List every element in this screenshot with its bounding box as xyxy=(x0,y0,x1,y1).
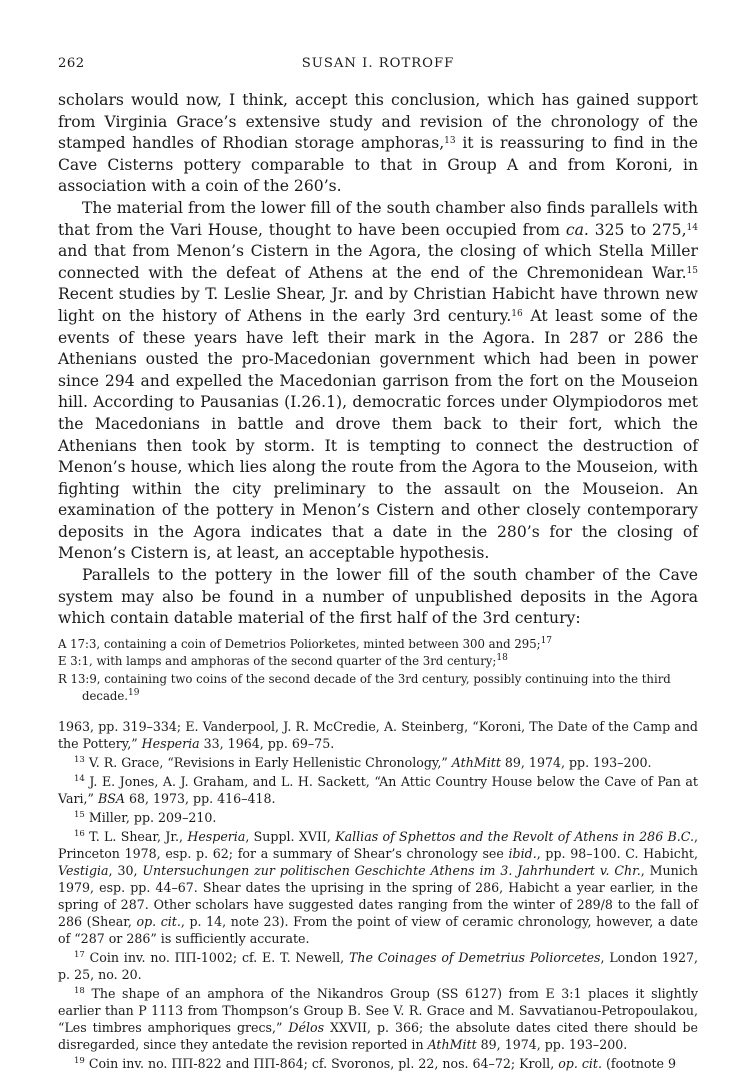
page-header xyxy=(58,56,698,78)
footnote-ref-18[interactable]: 18 xyxy=(496,653,508,664)
list-item: A 17:3, containing a coin of Demetrios Poliorketes, minted between 300 and 295;$^{17}$ xyxy=(58,635,553,651)
footnote-16: $^{16}$ T. L. Shear, Jr., Hesperia, Suppl. XVII, Kallias of Sphettos and the Revolt of Athens in 286 B.C., Princeton 1978, esp. p. 62; for a summary of Shear’s chronology see ibid., pp. 98–100. C. Habicht, Vestigia, 30, Untersuchungen zur politischen Geschichte Athens im 3. Jahrhundert v. Chr., Munich 1979, esp. pp. 44–67. Shear dates the uprising in the spring of 286, Habicht a year earlier, in the spring of 287. Other scholars have suggested dates ranging from the winter of 289/8 to the fall of 286 (Shear, op. cit., p. 14, note 23). From the point of view of ceramic chronology, however, a date of “287 or 286” is sufficiently accurate. xyxy=(58,828,699,946)
footnote-13: $^{13}$ V. R. Grace, “Revisions in Early Hellenistic Chronology,” AthMitt 89, 1974, pp. 193–200. xyxy=(74,754,652,770)
paragraph-3: Parallels to the pottery in the lower fill of the south chamber of the Cave system may also be found in a number of unpublished deposits in the Agora which contain datable material of the first half of the 3rd century: xyxy=(58,566,698,628)
paragraph-2: The material from the lower fill of the south chamber also finds parallels with that from the Vari House, thought to have been occupied from ca. 325 to 275,14 and that from Menon’s Cistern in the Agora, the closing of which Stella Miller connected with the defeat of Athens at the end of the Chremonidean War.$^{15}$ Recent studies by T. Leslie Shear, Jr. and by Christian Habicht have thrown new light on the history of Athens in the early 3rd century.$^{16}$ At least some of the events of these years have left their mark in the Agora. In 287 or 286 the Athenians ousted the pro-Macedonian government which had been in power since 294 and expelled the Macedonian garrison from the fort on the Mouseion hill. According to Pausanias (I.26.1), democratic forces under Olympiodoros met the Macedonians in battle and drove them back to their fort, which the Athenians then took by storm. It is tempting to connect the destruction of Menon’s house, which lies along the route from the Agora to the Mouseion, with fighting within the city preliminary to the assault on the Mouseion. An examination of the pottery in Menon’s Cistern and other closely contemporary deposits in the Agora indicates that a date in the 280’s for the closing of Menon’s Cistern is, at least, an acceptable hypothesis. xyxy=(58,198,698,563)
journal-page xyxy=(58,56,698,1074)
footnote-ref-19[interactable]: 19 xyxy=(128,688,140,699)
running-head: SUSAN I. ROTROFF xyxy=(301,56,455,71)
paragraph-1: scholars would now, I think, accept this conclusion, which has gained support from Virginia Grace’s extensive study and revision of the chronology of the stamped handles of Rhodian storage amphoras,$^{13}$ it is reassuring to find in the Cave Cisterns pottery comparable to that in Group A and from Koroni, in association with a coin of the 260’s. xyxy=(58,91,698,196)
list-item: E 3:1, with lamps and amphoras of the second quarter of the 3rd century;$^{18}$ xyxy=(58,653,508,669)
footnote-ref-14[interactable]: 14 xyxy=(686,222,698,233)
page-number: 262 xyxy=(58,56,85,71)
footnotes xyxy=(58,718,698,1072)
footnote-ref-13[interactable]: 13 xyxy=(444,136,456,147)
list-item: R 13:9, containing two coins of the second decade of the 3rd century, possibly continuing into the third decade.$^{19}$ xyxy=(58,671,671,704)
main-text xyxy=(58,90,698,630)
footnote-ref-16[interactable]: 16 xyxy=(511,308,523,319)
footnote-continuation: 1963, pp. 319–334; E. Vanderpool, J. R. McCredie, A. Steinberg, “Koroni, The Date of the Camp and the Pottery,” Hesperia 33, 1964, pp. 69–75. xyxy=(58,718,698,751)
deposit-list xyxy=(58,636,698,706)
footnote-18: $^{18}$ The shape of an amphora of the Nikandros Group (SS 6127) from E 3:1 places it slightly earlier than P 1113 from Thompson’s Group B. See V. R. Grace and M. Savvatianou-Petropoulakou, “Les timbres amphoriques grecs,” Délos XXVII, p. 366; the absolute dates cited there should be disregarded, since they antedate the revision reported in AthMitt 89, 1974, pp. 193–200. xyxy=(58,985,699,1052)
footnote-17: $^{17}$ Coin inv. no. ΠΠ-1002; cf. E. T. Newell, The Coinages of Demetrius Poliorcetes, London 1927, p. 25, no. 20. xyxy=(58,949,698,982)
footnote-ref-15[interactable]: 15 xyxy=(686,265,698,276)
footnote-ref-17[interactable]: 17 xyxy=(540,635,553,646)
footnote-15: $^{15}$ Miller, pp. 209–210. xyxy=(74,809,217,825)
footnote-14: $^{14}$ J. E. Jones, A. J. Graham, and L. H. Sackett, “An Attic Country House below the Cave of Pan at Vari,” BSA 68, 1973, pp. 416–418. xyxy=(58,773,698,806)
footnote-19: $^{19}$ Coin inv. no. ΠΠ-822 and ΠΠ-864; cf. Svoronos, pl. 22, nos. 64–72; Kroll, op. cit. (footnote 9 xyxy=(74,1055,677,1071)
